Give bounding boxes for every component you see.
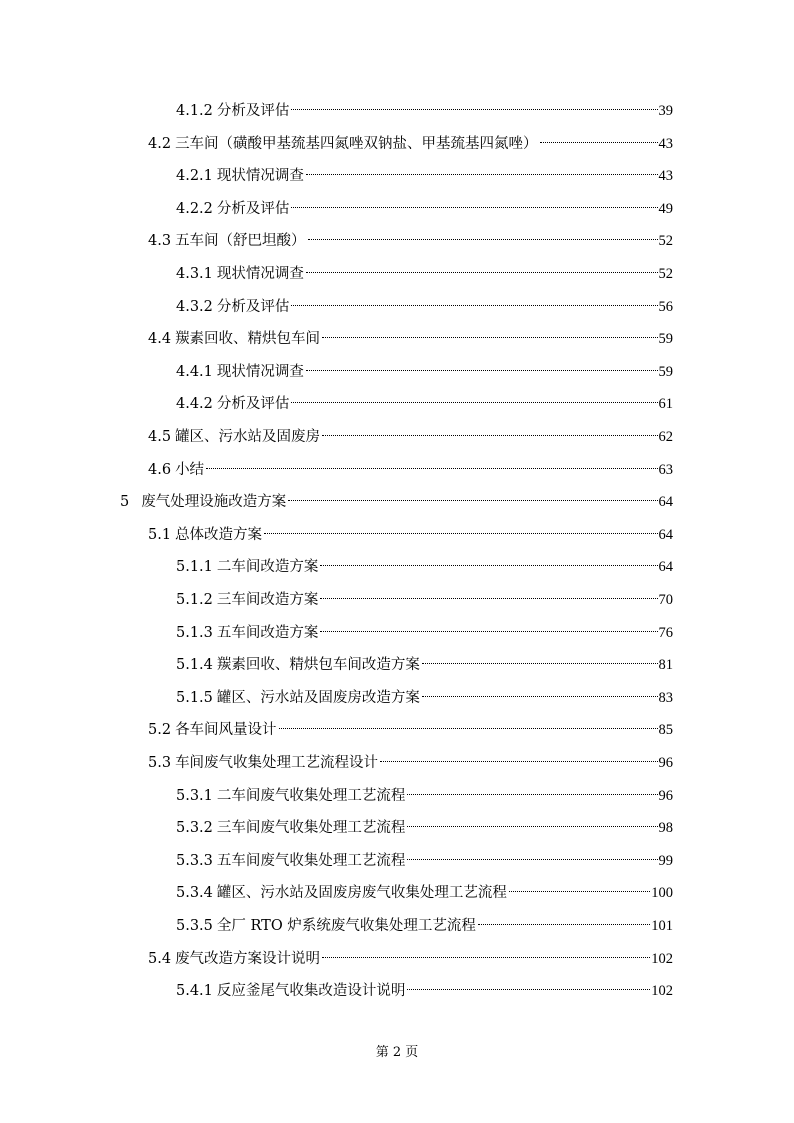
toc-entry-number: 5.1.2 <box>176 592 213 608</box>
toc-entry-page: 99 <box>658 853 673 869</box>
toc-entry-page: 43 <box>658 136 673 152</box>
toc-entry-page: 101 <box>651 918 673 934</box>
toc-entry-number: 5.1.5 <box>176 690 213 706</box>
toc-entry-number: 5.3 <box>148 755 172 771</box>
toc-leader-dots <box>291 207 657 208</box>
toc-entry-title: 二车间废气收集处理工艺流程 <box>216 788 406 804</box>
toc-leader-dots <box>291 402 657 403</box>
toc-leader-dots <box>540 142 658 143</box>
toc-leader-dots <box>306 272 658 273</box>
toc-entry-title: 五车间废气收集处理工艺流程 <box>216 853 406 869</box>
toc-entry[interactable] <box>176 816 673 840</box>
page-footer: 第 2 页 <box>375 1045 419 1060</box>
toc-entry-page: 62 <box>658 429 673 445</box>
toc-entry-page: 98 <box>658 820 673 836</box>
toc-entry-title: 现状情况调查 <box>216 364 304 380</box>
toc-entry-number: 5.1.1 <box>176 559 213 575</box>
toc-entry-title: 分析及评估 <box>216 201 290 217</box>
toc-entry-page: 70 <box>658 592 673 608</box>
toc-leader-dots <box>407 826 657 827</box>
toc-entry-page: 96 <box>658 788 673 804</box>
toc-entry[interactable] <box>176 392 673 416</box>
toc-entry-title: 现状情况调查 <box>216 266 304 282</box>
toc-leader-dots <box>308 239 658 240</box>
toc-entry-number: 5.1.4 <box>176 657 213 673</box>
toc-entry-page: 56 <box>658 299 673 315</box>
toc-entry-number: 5.3.4 <box>176 885 213 901</box>
toc-leader-dots <box>288 500 657 501</box>
toc-entry-title: 二车间改造方案 <box>216 559 319 575</box>
toc-entry[interactable] <box>176 686 673 710</box>
toc-entry-page: 52 <box>658 266 673 282</box>
toc-entry-title: 羰素回收、精烘包车间 <box>175 331 321 347</box>
toc-entry-title: 五车间改造方案 <box>216 625 319 641</box>
toc-entry-number: 5.2 <box>148 722 172 738</box>
toc-entry-page: 102 <box>651 983 673 999</box>
toc-entry-page: 83 <box>658 690 673 706</box>
toc-entry-title: 分析及评估 <box>216 103 290 119</box>
toc-entry[interactable] <box>148 718 673 742</box>
toc-entry-number: 5.3.5 <box>176 918 213 934</box>
toc-leader-dots <box>264 533 657 534</box>
toc-entry-number: 5.3.1 <box>176 788 213 804</box>
toc-entry[interactable] <box>148 327 673 351</box>
toc-entry-title: 现状情况调查 <box>216 168 304 184</box>
toc-entry-page: 81 <box>658 657 673 673</box>
toc-leader-dots <box>320 631 657 632</box>
toc-entry-number: 5.1 <box>148 527 172 543</box>
toc-leader-dots <box>407 989 650 990</box>
toc-entry[interactable] <box>176 653 673 677</box>
toc-entry-page: 96 <box>658 755 673 771</box>
toc-entry-number: 5.1.3 <box>176 625 213 641</box>
toc-entry-page: 64 <box>658 494 673 510</box>
toc-entry-number: 4.6 <box>148 462 172 478</box>
toc-entry[interactable] <box>176 360 673 384</box>
toc-entry-number: 4.3.2 <box>176 299 213 315</box>
toc-entry-page: 43 <box>658 168 673 184</box>
toc-entry-title: 三车间废气收集处理工艺流程 <box>216 820 406 836</box>
toc-entry[interactable] <box>176 99 673 123</box>
toc-entry-title: 小结 <box>175 462 205 478</box>
toc-entry-title: 全厂 RTO 炉系统废气收集处理工艺流程 <box>216 918 476 934</box>
toc-entry-title: 罐区、污水站及固废房废气收集处理工艺流程 <box>216 885 507 901</box>
toc-leader-dots <box>279 728 658 729</box>
toc-entry-page: 39 <box>658 103 673 119</box>
toc-entry-title: 废气处理设施改造方案 <box>141 494 287 510</box>
toc-entry-title: 总体改造方案 <box>175 527 263 543</box>
toc-entry-number: 4.4 <box>148 331 172 347</box>
toc-entry[interactable] <box>176 914 673 938</box>
toc-entry[interactable] <box>148 751 673 775</box>
toc-entry[interactable] <box>176 979 673 1003</box>
toc-entry-page: 64 <box>658 559 673 575</box>
toc-entry-number: 4.1.2 <box>176 103 213 119</box>
toc-entry-title: 三车间（磺酸甲基巯基四氮唑双钠盐、甲基巯基四氮唑） <box>175 136 538 152</box>
toc-entry[interactable] <box>176 555 673 579</box>
toc-entry-page: 59 <box>658 331 673 347</box>
toc-entry[interactable] <box>148 947 673 971</box>
toc-leader-dots <box>291 305 657 306</box>
toc-leader-dots <box>291 109 657 110</box>
toc-entry-number: 4.2.1 <box>176 168 213 184</box>
toc-entry[interactable] <box>148 425 673 449</box>
toc-entry-title: 反应釜尾气收集改造设计说明 <box>216 983 406 999</box>
toc-entry[interactable] <box>148 132 673 156</box>
toc-entry-number: 4.3 <box>148 233 172 249</box>
toc-entry[interactable] <box>176 784 673 808</box>
toc-entry-page: 102 <box>651 951 673 967</box>
toc-entry-title: 分析及评估 <box>216 299 290 315</box>
toc-entry[interactable] <box>176 295 673 319</box>
toc-entry-title: 废气改造方案设计说明 <box>175 951 321 967</box>
toc-entry[interactable] <box>148 458 673 482</box>
toc-entry-number: 4.3.1 <box>176 266 213 282</box>
toc-entry[interactable] <box>176 621 673 645</box>
toc-leader-dots <box>206 468 657 469</box>
toc-entry-number: 5.4 <box>148 951 172 967</box>
toc-entry-number: 4.4.1 <box>176 364 213 380</box>
toc-entry-page: 61 <box>658 396 673 412</box>
toc-entry-page: 63 <box>658 462 673 478</box>
toc-entry-page: 85 <box>658 722 673 738</box>
toc-leader-dots <box>380 761 657 762</box>
toc-leader-dots <box>407 859 657 860</box>
toc-entry[interactable] <box>148 229 673 253</box>
toc-entry-page: 59 <box>658 364 673 380</box>
toc-leader-dots <box>320 565 657 566</box>
toc-entry[interactable] <box>176 262 673 286</box>
toc-leader-dots <box>509 891 650 892</box>
toc-entry-title: 罐区、污水站及固废房改造方案 <box>216 690 420 706</box>
toc-entry-page: 49 <box>658 201 673 217</box>
toc-entry[interactable] <box>176 849 673 873</box>
toc-leader-dots <box>422 663 658 664</box>
toc-leader-dots <box>478 924 650 925</box>
toc-leader-dots <box>407 794 657 795</box>
toc-entry-page: 64 <box>658 527 673 543</box>
toc-entry-number: 5.3.3 <box>176 853 213 869</box>
toc-leader-dots <box>306 174 658 175</box>
toc-entry-number: 4.2 <box>148 136 172 152</box>
toc-entry-title: 羰素回收、精烘包车间改造方案 <box>216 657 420 673</box>
toc-leader-dots <box>322 337 657 338</box>
toc-entry-page: 52 <box>658 233 673 249</box>
toc-entry-title: 分析及评估 <box>216 396 290 412</box>
toc-entry-number: 4.5 <box>148 429 172 445</box>
toc-entry-number: 5.4.1 <box>176 983 213 999</box>
toc-entry-title: 三车间改造方案 <box>216 592 319 608</box>
toc-entry[interactable] <box>176 588 673 612</box>
toc-entry-title: 车间废气收集处理工艺流程设计 <box>175 755 379 771</box>
toc-entry-title: 各车间风量设计 <box>175 722 277 738</box>
toc-entry[interactable] <box>120 490 673 514</box>
toc-entry-page: 100 <box>651 885 673 901</box>
toc-entry-number: 4.4.2 <box>176 396 213 412</box>
toc-entry[interactable] <box>176 197 673 221</box>
toc-entry-title: 罐区、污水站及固废房 <box>175 429 321 445</box>
toc-entry-number: 5 <box>120 494 130 510</box>
toc-entry-number: 4.2.2 <box>176 201 213 217</box>
toc-leader-dots <box>422 696 658 697</box>
toc-entry-title: 五车间（舒巴坦酸） <box>175 233 306 249</box>
toc-leader-dots <box>306 370 658 371</box>
toc-entry[interactable] <box>176 881 673 905</box>
toc-leader-dots <box>320 598 657 599</box>
toc-leader-dots <box>322 435 657 436</box>
toc-entry[interactable] <box>176 164 673 188</box>
toc-entry[interactable] <box>148 523 673 547</box>
toc-leader-dots <box>322 957 650 958</box>
toc-entry-page: 76 <box>658 625 673 641</box>
toc-entry-number: 5.3.2 <box>176 820 213 836</box>
